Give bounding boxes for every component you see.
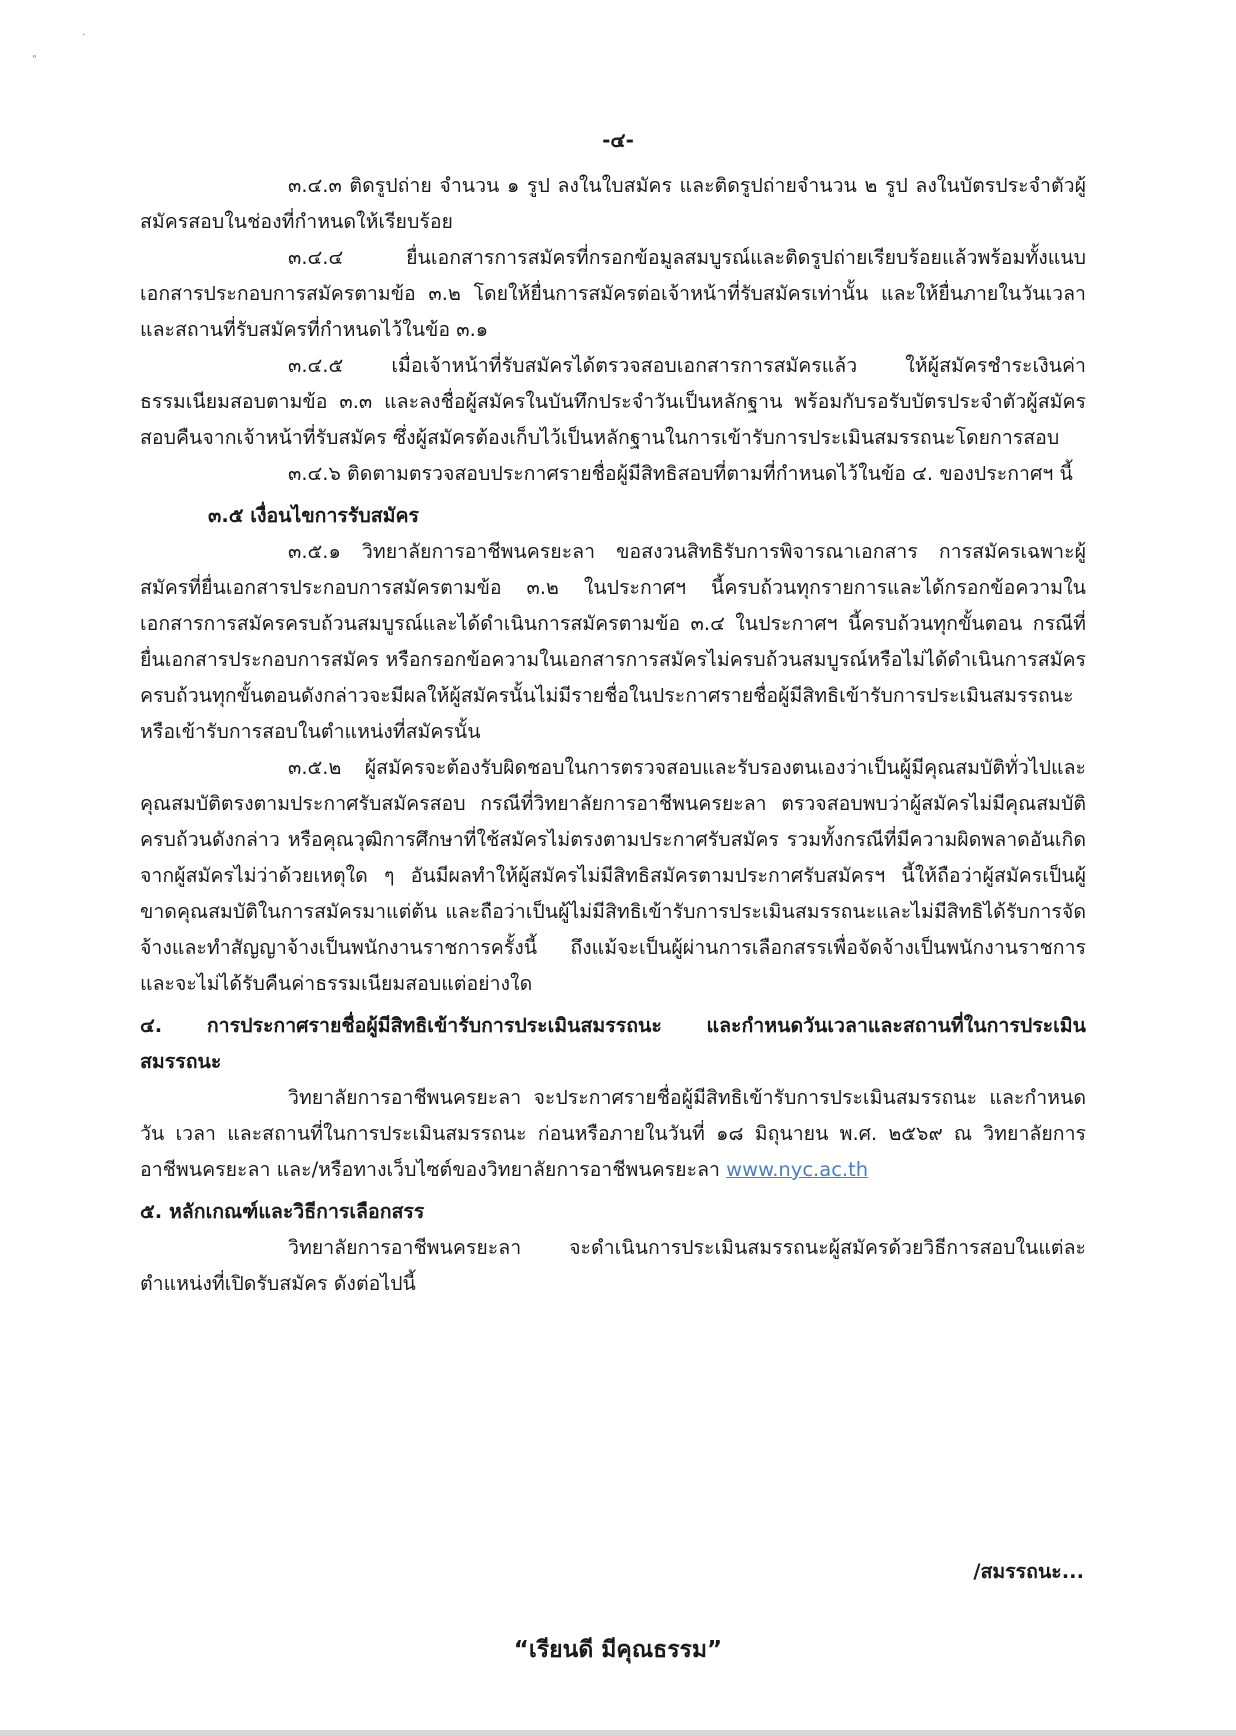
paragraph-3-4-3: ๓.๔.๓ ติดรูปถ่าย จำนวน ๑ รูป ลงในใบสมัคร และติดรูปถ่ายจำนวน ๒ รูป ลงในบัตรประจำตัวผู้สมัครสอบในช่องที่กำหนดให้เรียบร้อย <box>140 174 1086 233</box>
page-number: -๔- <box>602 128 634 152</box>
paragraph-section-4-text: วิทยาลัยการอาชีพนครยะลา จะประกาศรายชื่อผู้มีสิทธิเข้ารับการประเมินสมรรถนะ และกำหนดวัน เวลา และสถานที่ในการประเมินสมรรถนะ ก่อนหรือภายในวันที่ ๑๘ มิถุนายน พ.ศ. ๒๕๖๙ ณ วิทยาลัยการอาชีพนครยะลา และ/หรือทางเว็บไซต์ของวิทยาลัยการอาชีพนครยะลา <box>140 1086 1086 1181</box>
college-motto: “เรียนดี มีคุณธรรม” <box>513 1637 723 1663</box>
website-link[interactable]: www.nyc.ac.th <box>726 1158 869 1181</box>
heading-section-4: ๔. การประกาศรายชื่อผู้มีสิทธิเข้ารับการประเมินสมรรถนะ และกำหนดวันเวลาและสถานที่ในการประเมินสมรรถนะ <box>140 1014 1086 1073</box>
document-body <box>140 168 1086 1302</box>
paragraph-section-4 <box>140 1080 1086 1188</box>
paragraph-3-5-2: ๓.๕.๒ ผู้สมัครจะต้องรับผิดชอบในการตรวจสอบและรับรองตนเองว่าเป็นผู้มีคุณสมบัติทั่วไปและคุณสมบัติตรงตามประกาศรับสมัครสอบ กรณีที่วิทยาลัยการอาชีพนครยะลา ตรวจสอบพบว่าผู้สมัครไม่มีคุณสมบัติครบถ้วนดังกล่าว หรือคุณวุฒิการศึกษาที่ใช้สมัครไม่ตรงตามประกาศรับสมัคร รวมทั้งกรณีที่มีความผิดพลาดอันเกิดจากผู้สมัครไม่ว่าด้วยเหตุใด ๆ อันมีผลทำให้ผู้สมัครไม่มีสิทธิสมัครตามประกาศรับสมัครฯ นี้ให้ถือว่าผู้สมัครเป็นผู้ขาดคุณสมบัติในการสมัครมาแต่ต้น และถือว่าเป็นผู้ไม่มีสิทธิเข้ารับการประเมินสมรรถนะและไม่มีสิทธิได้รับการจัดจ้างและทำสัญญาจ้างเป็นพนักงานราชการครั้งนี้ ถึงแม้จะเป็นผู้ผ่านการเลือกสรรเพื่อจัดจ้างเป็นพนักงานราชการและจะไม่ได้รับคืนค่าธรรมเนียมสอบแต่อย่างใด <box>140 756 1086 995</box>
scan-speck: · <box>82 30 86 41</box>
paragraph-3-4-4: ๓.๔.๔ ยื่นเอกสารการสมัครที่กรอกข้อมูลสมบูรณ์และติดรูปถ่ายเรียบร้อยแล้วพร้อมทั้งแนบเอกสารประกอบการสมัครตามข้อ ๓.๒ โดยให้ยื่นการสมัครต่อเจ้าหน้าที่รับสมัครเท่านั้น และให้ยื่นภายในวันเวลาและสถานที่รับสมัครที่กำหนดไว้ในข้อ ๓.๑ <box>140 246 1086 341</box>
paragraph-3-5-1: ๓.๕.๑ วิทยาลัยการอาชีพนครยะลา ขอสงวนสิทธิรับการพิจารณาเอกสาร การสมัครเฉพาะผู้สมัครที่ยื่นเอกสารประกอบการสมัครตามข้อ ๓.๒ ในประกาศฯ นี้ครบถ้วนทุกรายการและได้กรอกข้อความในเอกสารการสมัครครบถ้วนสมบูรณ์และได้ดำเนินการสมัครตามข้อ ๓.๔ ในประกาศฯ นี้ครบถ้วนทุกขั้นตอน กรณีที่ยื่นเอกสารประกอบการสมัคร หรือกรอกข้อความในเอกสารการสมัครไม่ครบถ้วนสมบูรณ์หรือไม่ได้ดำเนินการสมัครครบถ้วนทุกขั้นตอนดังกล่าวจะมีผลให้ผู้สมัครนั้นไม่มีรายชื่อในประกาศรายชื่อผู้มีสิทธิเข้ารับการประเมินสมรรถนะหรือเข้ารับการสอบในตำแหน่งที่สมัครนั้น <box>140 540 1086 743</box>
continuation-note: /สมรรถนะ... <box>973 1560 1084 1583</box>
paragraph-section-5: วิทยาลัยการอาชีพนครยะลา จะดำเนินการประเมินสมรรถนะผู้สมัครด้วยวิธีการสอบในแต่ละตำแหน่งที่เปิดรับสมัคร ดังต่อไปนี้ <box>140 1236 1086 1295</box>
scan-bottom-edge <box>0 1730 1236 1736</box>
paragraph-3-4-5: ๓.๔.๕ เมื่อเจ้าหน้าที่รับสมัครได้ตรวจสอบเอกสารการสมัครแล้ว ให้ผู้สมัครชำระเงินค่าธรรมเนียมสอบตามข้อ ๓.๓ และลงชื่อผู้สมัครในบันทึกประจำวันเป็นหลักฐาน พร้อมกับรอรับบัตรประจำตัวผู้สมัครสอบคืนจากเจ้าหน้าที่รับสมัคร ซึ่งผู้สมัครต้องเก็บไว้เป็นหลักฐานในการเข้ารับการประเมินสมรรถนะโดยการสอบ <box>140 354 1086 449</box>
heading-section-5: ๕. หลักเกณฑ์และวิธีการเลือกสรร <box>140 1200 425 1223</box>
scan-speck: " <box>32 54 37 65</box>
paragraph-3-4-6: ๓.๔.๖ ติดตามตรวจสอบประกาศรายชื่อผู้มีสิทธิสอบที่ตามที่กำหนดไว้ในข้อ ๔. ของประกาศฯ นี้ <box>288 462 1073 485</box>
heading-3-5: ๓.๕ เงื่อนไขการรับสมัคร <box>208 504 420 527</box>
